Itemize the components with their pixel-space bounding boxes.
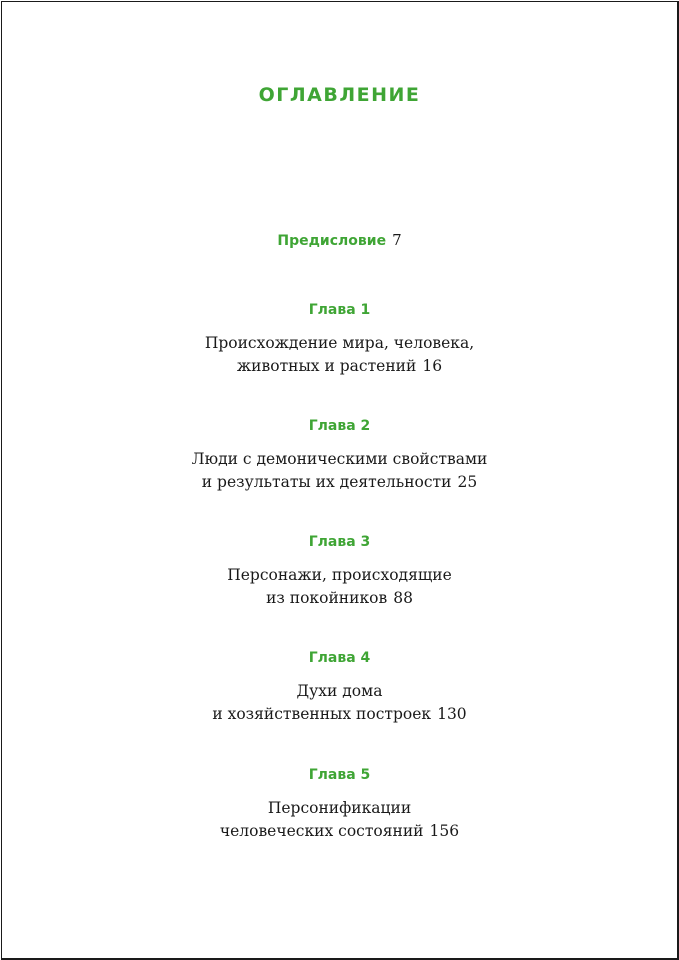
toc-entry-preface xyxy=(2,230,677,251)
book-page xyxy=(1,1,679,960)
chapter-title-line-2 xyxy=(2,471,677,494)
chapter-title-line-1: Персонажи, происходящие xyxy=(227,566,452,584)
chapter-title-line-2-text: и результаты их деятельности xyxy=(201,473,452,491)
preface-label: Предисловие xyxy=(277,233,387,249)
chapter-label: Глава 1 xyxy=(308,302,371,318)
chapter-label: Глава 4 xyxy=(308,650,371,666)
chapter-title-line-2-text: из покойников xyxy=(266,589,388,607)
chapter-title-line-2 xyxy=(2,587,677,610)
toc-entry-chapter-5 xyxy=(2,765,677,843)
chapter-title xyxy=(2,332,677,378)
toc-entry-chapter-1 xyxy=(2,300,677,378)
chapter-title-line-2-text: животных и растений xyxy=(236,357,417,375)
chapter-label: Глава 2 xyxy=(308,418,371,434)
chapter-title-line-1: Духи дома xyxy=(296,682,383,700)
chapter-title-line-2-text: человеческих состояний xyxy=(219,822,424,840)
chapter-page-number: 16 xyxy=(422,357,443,375)
chapter-label: Глава 5 xyxy=(308,767,371,783)
chapter-title-line-2 xyxy=(2,820,677,843)
chapter-page-number: 25 xyxy=(457,473,478,491)
chapter-title xyxy=(2,448,677,494)
toc-entry-chapter-3 xyxy=(2,532,677,610)
chapter-label: Глава 3 xyxy=(308,534,371,550)
chapter-title-line-1: Происхождение мира, человека, xyxy=(204,334,475,352)
toc-entry-chapter-4 xyxy=(2,648,677,726)
chapter-page-number: 130 xyxy=(437,705,467,723)
chapter-page-number: 88 xyxy=(393,589,413,607)
page-title: ОГЛАВЛЕНИЕ xyxy=(258,84,421,106)
chapter-title xyxy=(2,680,677,726)
chapter-page-number: 156 xyxy=(429,822,460,840)
chapter-title xyxy=(2,564,677,610)
chapter-title-line-2-text: и хозяйственных построек xyxy=(212,705,432,723)
preface-page-number: 7 xyxy=(392,231,402,249)
chapter-title-line-2 xyxy=(2,703,677,726)
toc-entry-chapter-2 xyxy=(2,416,677,494)
chapter-title-line-1: Персонификации xyxy=(267,799,412,817)
chapter-title-line-2 xyxy=(2,355,677,378)
chapter-title xyxy=(2,797,677,843)
chapter-title-line-1: Люди с демоническими свойствами xyxy=(191,450,488,468)
